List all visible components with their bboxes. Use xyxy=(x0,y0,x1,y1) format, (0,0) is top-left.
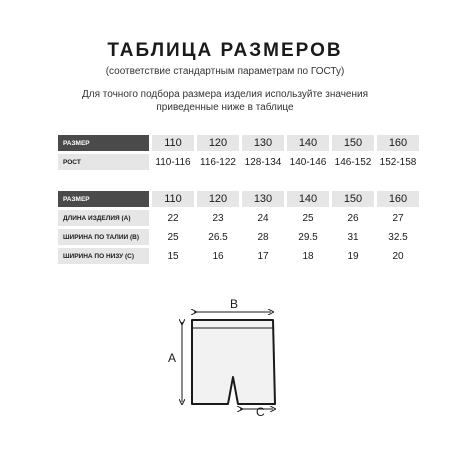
size-160-cell: 160 xyxy=(377,135,419,151)
size-110-cell: 110 xyxy=(152,135,194,151)
table-row xyxy=(58,248,419,264)
dimension-c-label: C xyxy=(256,405,265,419)
height-value-cell: 146-152 xyxy=(332,154,374,170)
shorts-outline xyxy=(192,320,275,404)
height-size-table xyxy=(55,132,422,173)
size-130-cell: 130 xyxy=(242,191,284,207)
length-value-cell: 24 xyxy=(242,210,284,226)
measurements-table xyxy=(55,188,422,267)
table-header-row xyxy=(58,135,419,151)
size-140-cell: 140 xyxy=(287,135,329,151)
height-value-cell: 128-134 xyxy=(242,154,284,170)
hem-width-value-cell: 20 xyxy=(377,248,419,264)
waist-width-value-cell: 29.5 xyxy=(287,229,329,245)
waist-width-value-cell: 25 xyxy=(152,229,194,245)
table-row xyxy=(58,154,419,170)
hem-width-value-cell: 17 xyxy=(242,248,284,264)
height-value-cell: 110-116 xyxy=(152,154,194,170)
size-header-label: РАЗМЕР xyxy=(58,135,149,151)
hem-width-value-cell: 15 xyxy=(152,248,194,264)
size-130-cell: 130 xyxy=(242,135,284,151)
waist-width-label: ШИРИНА ПО ТАЛИИ (В) xyxy=(58,229,149,245)
height-value-cell: 140-146 xyxy=(287,154,329,170)
hem-width-label: ШИРИНА ПО НИЗУ (С) xyxy=(58,248,149,264)
hem-width-value-cell: 19 xyxy=(332,248,374,264)
size-150-cell: 150 xyxy=(332,191,374,207)
page-subtitle: (соответствие стандартным параметрам по ГОСТу) xyxy=(105,66,345,77)
height-value-cell: 152-158 xyxy=(377,154,419,170)
shorts-diagram xyxy=(160,292,290,422)
dimension-b-label: B xyxy=(230,297,239,311)
length-value-cell: 27 xyxy=(377,210,419,226)
waist-width-value-cell: 32.5 xyxy=(377,229,419,245)
height-value-cell: 116-122 xyxy=(197,154,239,170)
height-label: РОСТ xyxy=(58,154,149,170)
length-value-cell: 22 xyxy=(152,210,194,226)
hem-width-value-cell: 18 xyxy=(287,248,329,264)
length-value-cell: 23 xyxy=(197,210,239,226)
size-110-cell: 110 xyxy=(152,191,194,207)
table-row xyxy=(58,229,419,245)
size-140-cell: 140 xyxy=(287,191,329,207)
length-value-cell: 26 xyxy=(332,210,374,226)
page-title: ТАБЛИЦА РАЗМЕРОВ xyxy=(107,40,343,61)
size-160-cell: 160 xyxy=(377,191,419,207)
size-120-cell: 120 xyxy=(197,191,239,207)
size-120-cell: 120 xyxy=(197,135,239,151)
waist-width-value-cell: 28 xyxy=(242,229,284,245)
hem-width-value-cell: 16 xyxy=(197,248,239,264)
table-header-row xyxy=(58,191,419,207)
waist-width-value-cell: 26.5 xyxy=(197,229,239,245)
waist-width-value-cell: 31 xyxy=(332,229,374,245)
page-description: Для точного подбора размера изделия используйте значения приведенные ниже в таблице xyxy=(81,89,368,113)
dimension-a-label: A xyxy=(168,351,177,365)
length-label: ДЛИНА ИЗДЕЛИЯ (А) xyxy=(58,210,149,226)
size-150-cell: 150 xyxy=(332,135,374,151)
size-header-label: РАЗМЕР xyxy=(58,191,149,207)
table-row xyxy=(58,210,419,226)
length-value-cell: 25 xyxy=(287,210,329,226)
